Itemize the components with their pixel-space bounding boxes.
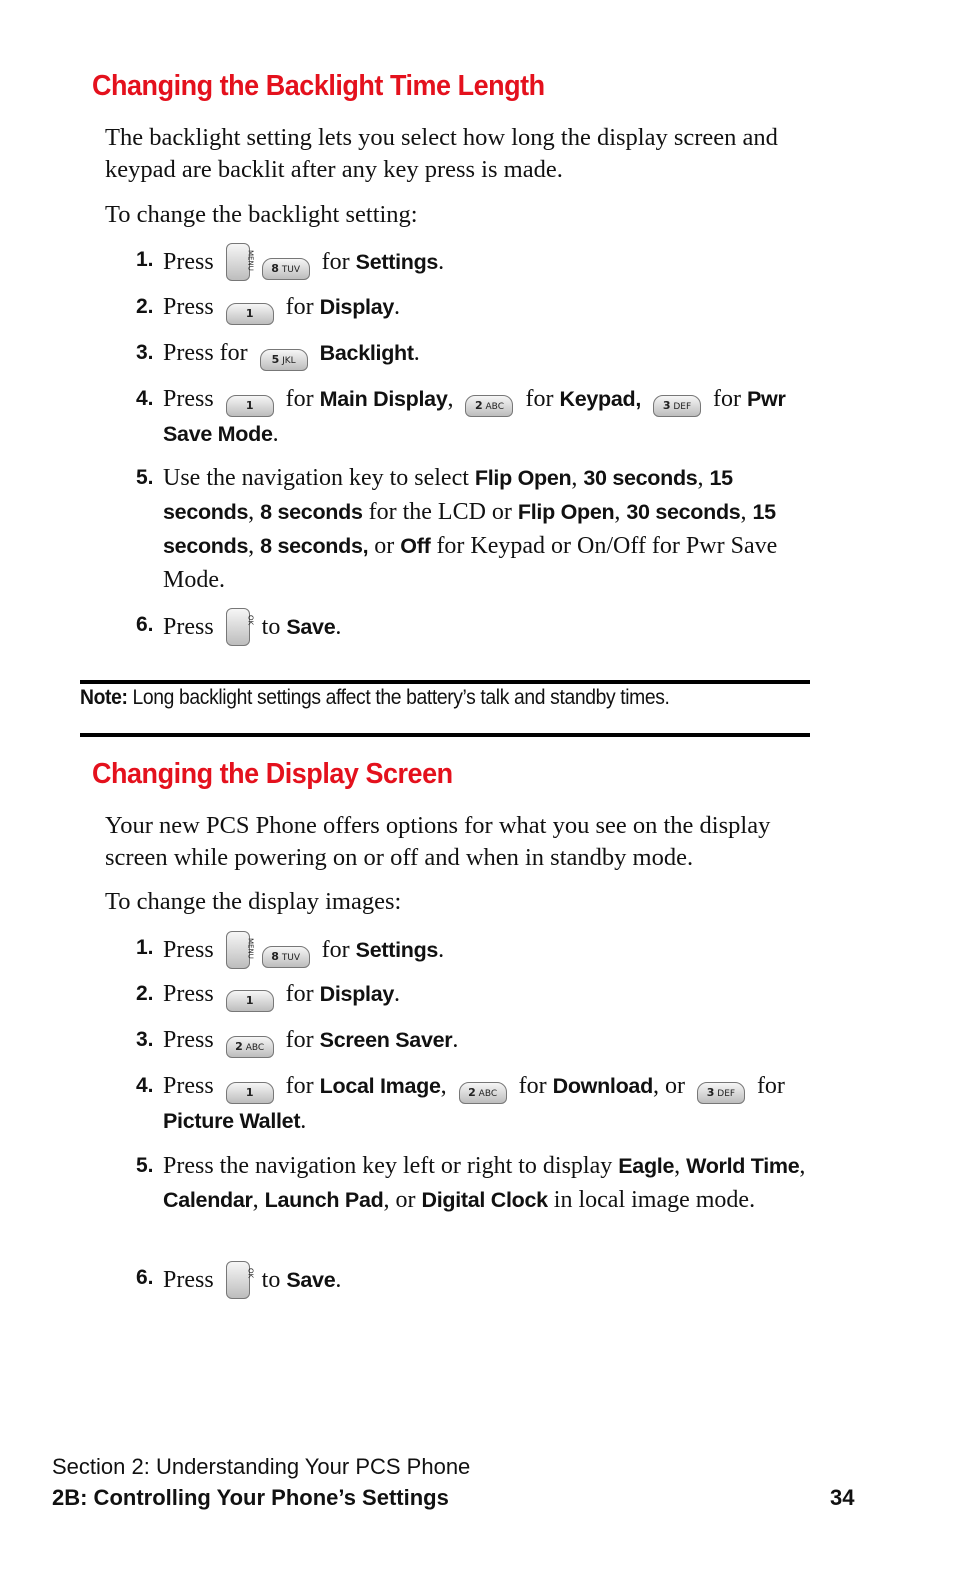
menu-key-icon: MENU — [226, 931, 250, 969]
key-3-icon: 3 DEF — [653, 395, 701, 417]
key-1-icon: 1 — [226, 395, 274, 417]
key-1-icon: 1 — [226, 990, 274, 1012]
step-5: 5. Press the navigation key left or right to display Eagle, World Time, Calendar, Launch Pad, or Digital Clock in local image mode. — [136, 1153, 806, 1213]
ok-key-icon: OK — [226, 1261, 250, 1299]
step-4: 4. Press 1 for Local Image, 2 ABC for Download, or 3 DEF for Picture Wallet. — [136, 1073, 785, 1134]
step-6: 6. Press OK to Save. — [136, 1261, 816, 1299]
key-1-icon: 1 — [226, 303, 274, 325]
section-heading-backlight: Changing the Backlight Time Length — [92, 70, 545, 102]
key-8-icon: 8 TUV — [262, 258, 310, 280]
lead-text: To change the backlight setting: — [105, 201, 418, 228]
step-2: 2. Press 1 for Display. — [136, 290, 816, 325]
key-1-icon: 1 — [226, 1082, 274, 1104]
key-3-icon: 3 DEF — [697, 1082, 745, 1104]
ok-key-icon: OK — [226, 608, 250, 646]
step-4: 4. Press 1 for Main Display, 2 ABC for Keypad, 3 DEF for Pwr Save Mode. — [136, 386, 786, 447]
note: Note: Long backlight settings affect the battery’s talk and standby times. — [80, 686, 670, 709]
intro-paragraph: Your new PCS Phone offers options for what you see on the display screen while powering on or off and when in standby mode. — [105, 812, 771, 871]
footer-chapter: 2B: Controlling Your Phone’s Settings — [52, 1485, 449, 1510]
key-8-icon: 8 TUV — [262, 946, 310, 968]
divider-top — [80, 680, 810, 684]
step-3: 3. Press for 5 JKL Backlight. — [136, 336, 816, 371]
key-2-icon: 2 ABC — [465, 395, 513, 417]
key-2-icon: 2 ABC — [226, 1036, 274, 1058]
step-1: 1. Press MENU 8 TUV for Settings. — [136, 243, 816, 281]
section-heading-display: Changing the Display Screen — [92, 758, 453, 790]
page-number: 34 — [830, 1485, 855, 1510]
step-1: 1. Press MENU 8 TUV for Settings. — [136, 931, 816, 969]
intro-paragraph: The backlight setting lets you select how long the display screen and keypad are backlit after any key press is made. — [105, 124, 778, 183]
key-2-icon: 2 ABC — [459, 1082, 507, 1104]
step-3: 3. Press 2 ABC for Screen Saver. — [136, 1023, 816, 1058]
key-5-icon: 5 JKL — [260, 349, 308, 371]
menu-key-icon: MENU — [226, 243, 250, 281]
footer-section: Section 2: Understanding Your PCS Phone — [52, 1454, 471, 1479]
step-6: 6. Press OK to Save. — [136, 608, 816, 646]
lead-text: To change the display images: — [105, 888, 402, 915]
step-2: 2. Press 1 for Display. — [136, 977, 816, 1012]
step-5: 5. Use the navigation key to select Flip Open, 30 seconds, 15 seconds, 8 seconds for the LCD or Flip Open, 30 seconds, 15 seconds, 8 seconds, or Off for Keypad or On/Off for Pwr Save Mode. — [136, 465, 778, 593]
divider-bottom — [80, 733, 810, 737]
